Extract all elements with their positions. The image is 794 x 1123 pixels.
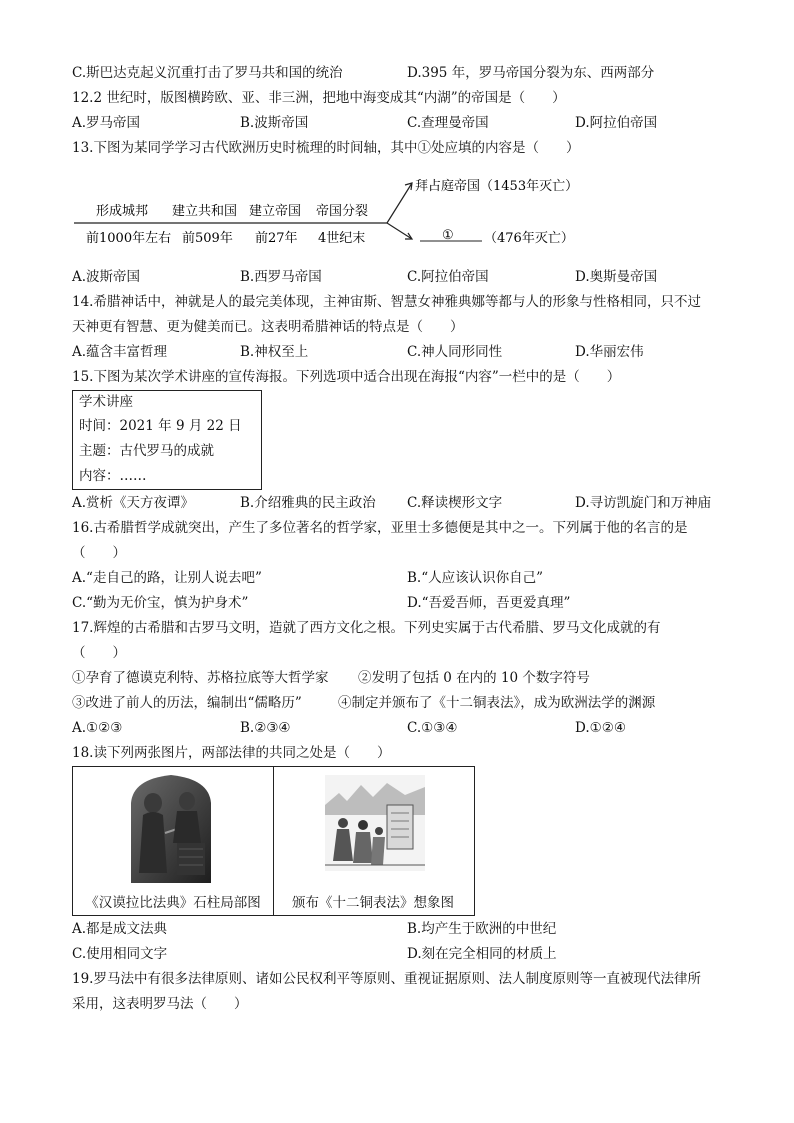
- q15-poster: [72, 390, 262, 490]
- q18-option-c: C.使用相同文字: [72, 946, 168, 962]
- timeline-branch-up: [387, 183, 412, 223]
- timeline-event-4: 帝国分裂: [316, 204, 369, 219]
- q17-item-1: ①孕育了德谟克利特、苏格拉底等大哲学家: [72, 670, 329, 686]
- q18-stem: 18.读下列两张图片，两部法律的共同之处是（ ）: [72, 745, 391, 761]
- twelve-tables-illustration: [325, 775, 425, 871]
- q18-option-b: B.均产生于欧洲的中世纪: [407, 921, 557, 937]
- timeline-branch-bottom-note: （476年灭亡）: [484, 231, 574, 246]
- timeline-event-2: 建立共和国: [172, 204, 238, 219]
- timeline-branch-top-label: 拜占庭帝国（1453年灭亡）: [415, 179, 579, 194]
- timeline-event-3: 建立帝国: [249, 204, 302, 219]
- q14-option-b: B.神权至上: [240, 344, 309, 360]
- q16-stem-line2: （ ）: [72, 545, 126, 561]
- q12-option-b: B.波斯帝国: [240, 115, 309, 131]
- q12-option-a: A.罗马帝国: [72, 115, 141, 131]
- q18-image-cell-2: [273, 767, 473, 915]
- q13-option-d: D.奥斯曼帝国: [575, 269, 658, 285]
- q19-stem-line1: 19.罗马法中有很多法律原则、诸如公民权利平等原则、重视证据原则、法人制度原则等一直被现代法律所: [72, 971, 701, 987]
- q17-option-d: D.①②④: [575, 720, 626, 736]
- timeline-date-1: 前1000年左右: [86, 231, 172, 246]
- q11-option-c: C.斯巴达克起义沉重打击了罗马共和国的统治: [72, 65, 343, 81]
- q13-stem: 13.下图为某同学学习古代欧洲历史时梳理的时间轴，其中①处应填的内容是（ ）: [72, 140, 580, 156]
- q12-option-c: C.查理曼帝国: [407, 115, 489, 131]
- q12-stem: 12.2 世纪时，版图横跨欧、亚、非三洲，把地中海变成其“内湖”的帝国是（ ）: [72, 90, 566, 106]
- q18-caption-2: 颁布《十二铜表法》想象图: [292, 895, 454, 911]
- timeline-branch-marker: ①: [442, 228, 454, 243]
- q13-option-b: B.西罗马帝国: [240, 269, 322, 285]
- poster-content: 内容：……: [79, 468, 147, 484]
- q17-option-c: C.①③④: [407, 720, 458, 736]
- q15-option-a: A.赏析《天方夜谭》: [72, 495, 195, 511]
- q14-option-a: A.蕴含丰富哲理: [72, 344, 168, 360]
- q17-option-b: B.②③④: [240, 720, 291, 736]
- hammurabi-stele-image: [121, 773, 221, 883]
- q15-option-d: D.寻访凯旋门和万神庙: [575, 495, 712, 511]
- q18-image-cell-1: [73, 767, 274, 915]
- q15-option-b: B.介绍雅典的民主政治: [240, 495, 376, 511]
- q18-option-d: D.刻在完全相同的材质上: [407, 946, 557, 962]
- timeline-date-2: 前509年: [182, 231, 233, 246]
- q16-option-b: B.“人应该认识你自己”: [407, 570, 544, 586]
- q13-timeline-diagram: [72, 165, 592, 255]
- q14-stem-line1: 14.希腊神话中，神就是人的最完美体现，主神宙斯、智慧女神雅典娜等都与人的形象与性格相同，只不过: [72, 294, 701, 310]
- q12-option-d: D.阿拉伯帝国: [575, 115, 658, 131]
- q18-image-table: [72, 766, 475, 916]
- q17-item-4: ④制定并颁布了《十二铜表法》，成为欧洲法学的渊源: [338, 695, 656, 711]
- q16-option-c: C.“勤为无价宝，慎为护身术”: [72, 595, 249, 611]
- q17-stem-line1: 17.辉煌的古希腊和古罗马文明，造就了西方文化之根。下列史实属于古代希腊、罗马文化成就的有: [72, 620, 661, 636]
- q18-caption-1: 《汉谟拉比法典》石柱局部图: [85, 895, 261, 911]
- q14-option-d: D.华丽宏伟: [575, 344, 644, 360]
- q17-option-a: A.①②③: [72, 720, 123, 736]
- q19-stem-line2: 采用，这表明罗马法（ ）: [72, 996, 248, 1012]
- q17-item-2: ②发明了包括 0 在内的 10 个数字符号: [358, 670, 590, 686]
- q17-stem-line2: （ ）: [72, 645, 126, 661]
- q11-option-d: D.395 年，罗马帝国分裂为东、西两部分: [407, 65, 655, 81]
- q16-stem-line1: 16.古希腊哲学成就突出，产生了多位著名的哲学家，亚里士多德便是其中之一。下列属于他的名言的是: [72, 520, 688, 536]
- arrow-down-icon: [405, 233, 412, 239]
- timeline-branch-down: [387, 223, 412, 239]
- q15-stem: 15.下图为某次学术讲座的宣传海报。下列选项中适合出现在海报“内容”一栏中的是（ ）: [72, 369, 621, 385]
- poster-time: 时间：2021 年 9 月 22 日: [79, 418, 242, 434]
- timeline-date-3: 前27年: [255, 231, 298, 246]
- poster-title: 学术讲座: [79, 394, 133, 410]
- q15-option-c: C.释读楔形文字: [407, 495, 503, 511]
- q13-option-a: A.波斯帝国: [72, 269, 141, 285]
- q14-stem-line2: 天神更有智慧、更为健美而已。这表明希腊神话的特点是（ ）: [72, 319, 464, 335]
- q16-option-a: A.“走自己的路，让别人说去吧”: [72, 570, 262, 586]
- q16-option-d: D.“吾爱吾师，吾更爱真理”: [407, 595, 571, 611]
- timeline-date-4: 4世纪末: [318, 231, 366, 246]
- q18-option-a: A.都是成文法典: [72, 921, 168, 937]
- q14-option-c: C.神人同形同性: [407, 344, 503, 360]
- q13-option-c: C.阿拉伯帝国: [407, 269, 489, 285]
- timeline-event-1: 形成城邦: [96, 204, 149, 219]
- poster-topic: 主题：古代罗马的成就: [79, 443, 214, 459]
- q17-item-3: ③改进了前人的历法，编制出“儒略历”: [72, 695, 302, 711]
